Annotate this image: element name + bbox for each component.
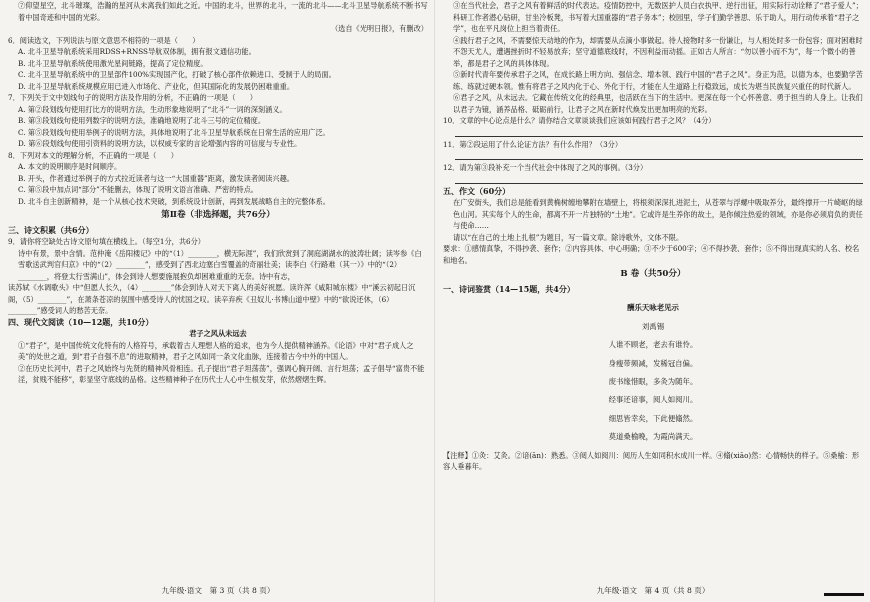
essay-para-4: ④践行君子之风，不需要惊天动地的作为，却需要从点滴小事做起。待人接物时多一份谦让，与人相处时多一份包容；面对困难时不怨天尤人，遭遇挫折时不轻易放弃；坚守道德底线时，不因利益而动摇。正如古人所言：“勿以善小而不为”，每一个微小的善举，都是君子之风的具体体现。 — [453, 35, 863, 68]
corner-mark — [824, 593, 864, 596]
essay-para-6: ⑥君子之风，从未远去。它藏在传统文化的经典里，也活跃在当下的生活中。更深在每一个心怀善意、勇于担当的人身上。让我们以君子为镜，涵养品格、砥砺前行，让君子之风在新时代焕发出更加明亮的光彩。 — [453, 93, 863, 114]
question-12: 12．请为第③段补充一个当代社会中体现了之风的事例。（3分） — [443, 163, 648, 172]
poem-line: 经事还谙事，阅人如阅川。 — [608, 395, 698, 405]
section-3-heading: 三、诗文积累（共6分） — [8, 224, 94, 235]
source-line: （选自《光明日报》，有删改） — [330, 24, 428, 33]
left-page — [8, 0, 428, 602]
answer-line[interactable] — [455, 127, 863, 137]
q8-option-a: A. 本文的说明顺序是时间顺序。 — [18, 162, 122, 171]
question-8: 8．下列对本文的理解分析，不正确的一项是（ ） — [8, 150, 178, 160]
composition-title: 请以“在自己的土地上扎根”为题目，写一篇文章。除诗歌外，文体不限。 — [453, 232, 684, 242]
poem-line: 身瘦带频减，发稀冠自偏。 — [608, 358, 698, 368]
essay-title: 君子之风从未远去 — [189, 329, 247, 338]
q6-option-c: C. 北斗卫星导航系统中的卫星部件100%实现国产化，打破了核心部件依赖进口、受制于人的局面。 — [18, 70, 336, 79]
intro-paragraph: ⑦仰望星空，北斗璀璨，浩瀚的星河从未离我们如此之近。中国的北斗，世界的北斗，一流的北斗——北斗卫星导航系统不断书写着中国奇迹和中国的光彩。 — [18, 1, 428, 22]
question-10: 10．文章的中心论点是什么？请你结合文章谈谈我们应该如何践行君子之风？（4分） — [443, 116, 716, 125]
q8-option-d: D. 北斗自主创新精神，是一个从核心技术突破，到系统设计创新，再到发展战略自主的完整体系。 — [18, 196, 330, 206]
q7-option-c: C. 第⑤段划线句使用举例子的说明方法，具体地说明了北斗卫星导航系统在日常生活的应用广泛。 — [18, 127, 330, 137]
answer-line[interactable] — [455, 150, 863, 160]
section-5-heading: 五、作文（60分） — [443, 185, 511, 196]
poem-author: 刘禹锡 — [641, 321, 665, 331]
essay-para-1: ①“君子”，是中国传统文化特有的人格符号，承载着古人理想人格的追求，也为今人提供精神涵养。《论语》中对“君子成人之美”的处世之道，到“君子自强不息”的进取精神，君子之风如同一条文化血脉，连接着古今中外的中国人。 — [18, 340, 414, 361]
essay-para-3: ③在当代社会，君子之风有着鲜活的时代表达。疫情防控中，无数医护人员白衣执甲、逆行出征，用实际行动诠释了“君子爱人”；科研工作者潜心钻研，甘坐冷板凳，书写着大国重器的“君子务本”；校园里，学子们勤学善思、乐于助人，用行动传承着“君子之学”，也在平凡岗位上担当着责任。 — [453, 1, 863, 33]
question-11: 11．第②段运用了什么论证方法？有什么作用？（3分） — [443, 139, 623, 149]
poetry-section-heading: 一、诗词鉴赏（14—15题，共4分） — [443, 283, 575, 294]
composition-prompt: 在广安街头，我们总是能看到黄桷树缠地攀附在墙壁上，将根须深深扎进泥土，从苍翠与浮螺中吸取养分，最终撑开一片崎岖的绿色山河。其实每个人的生命，都离不开一片独特的“土地”。它或许是生养你的故土，是你倾注热爱的领域，亦是你必须肩负的责任与使命…… — [453, 198, 863, 230]
q7-option-a: A. 第②段划线句使用打比方的说明方法，生动形象地说明了“北斗”一词的深刻涵义。 — [18, 104, 287, 114]
essay-para-5: ⑤新时代青年要传承君子之风，在成长路上明方向、强信念、增本领、践行中国的“君子之风”。身正为范，以德为本，也要勤学苦练、练就过硬本领。惟有将君子之风内化于心、外化于行，才能在人生道路上行稳致远，成长为堪当民族复兴重任的时代新人。 — [453, 70, 863, 91]
q9-text-2: 读苏轼《水调歌头》中“但愿人长久，（4）________”体会到诗人对天下离人的美好祝愿。读许浑《咸阳城东楼》中“溪云初起日沉阁，（5）________”，在萧条苍凉的氛围中感受诗人的忧国之叹。读辛弃疾《丑奴儿·书博山道中壁》中的“欲说还休，（6）________”感受词人的愁苦无奈。 — [8, 283, 416, 315]
question-7: 7．下列关于文中划线句子的说明方法及作用的分析，不正确的一项是（ ） — [8, 93, 257, 102]
poem-line: 废书缘惜眼，多灸为随年。 — [608, 376, 698, 386]
poem-line: 人谁不顾老，老去有谁怜。 — [608, 340, 698, 350]
poem-title: 酬乐天咏老见示 — [627, 303, 679, 313]
section-4-heading: 四、现代文阅读（10—12题，共10分） — [8, 316, 154, 327]
q7-option-b: B. 第③段划线句使用列数字的说明方法，准确地说明了北斗三号的定位精度。 — [18, 116, 266, 125]
question-9: 9．请你将空缺处古诗文原句填在横线上。（每空1分，共6分） — [8, 237, 205, 246]
q6-option-a: A. 北斗卫星导航系统采用RDSS+RNSS导航双体制，拥有报文通信功能。 — [18, 47, 256, 56]
volume-b-heading: B 卷（共50分） — [620, 269, 686, 279]
left-footer: 九年级·语文 第 3 页（共 8 页） — [161, 585, 275, 595]
right-page — [443, 0, 863, 602]
q8-option-c: C. 第⑤段中加点词“部分”不能删去，体现了说明文语言准确、严密的特点。 — [18, 185, 258, 194]
question-6: 6．阅读选文，下列说法与原文意思不相符的一项是（ ） — [8, 35, 200, 45]
essay-para-2: ②在历史长河中，君子之风始终与先贤的精神风骨相连。孔子提出“君子坦荡荡”，强调心胸开阔、言行坦荡；孟子倡导“富贵不能淫，贫贱不能移”，彰显坚守底线的品格。这些精神种子在历代士人心中生根发芽，依然熠熠生辉。 — [18, 363, 425, 384]
q6-option-b: B. 北斗卫星导航系统使用激光星间链路，提高了定位精度。 — [18, 58, 208, 68]
poem-line: 细思皆幸矣，下此便翛然。 — [608, 413, 698, 423]
poem-notes: 【注释】①灸：艾灸。②谙(ān)：熟悉。③阅人如阅川：阅历人生如同积水成川一样。④翛(xiāo)然：心情畅快的样子。⑤桑榆：形容人垂暮年。 — [443, 450, 860, 472]
part-2-heading: 第Ⅱ卷（非选择题，共76分） — [161, 210, 275, 220]
q8-option-b: B. 开头，作者通过举例子的方式拉近读者与这一“大国重器”距离，激发读者阅读兴趣。 — [18, 173, 294, 183]
q7-option-d: D. 第⑥段划线句使用引资料的说明方法，以权威专家的言论增强内容的可信度与专业性。 — [18, 139, 302, 148]
composition-requirements: 要求：①感情真挚，不得抄袭、套作；②内容具体、中心明确；③不少于600字；④不得抄袭、套作；⑤不得出现真实的人名、校名和地名。 — [443, 244, 860, 265]
q6-option-d: D. 北斗卫星导航系统规模应用已进入市场化、产业化，但其国际化的发展仍困难重重。 — [18, 81, 295, 91]
q9-text-1: 诗中有景，景中含情。范仲淹《岳阳楼记》中的“（1）________，横无际涯”，我们欣赏到了洞庭湖湖水的波涛壮阔；读岑参《白雪歌送武判官归京》中的“（2）________”，感受到了西北边塞白雪覆盖的奇丽壮美；读李白《行路难（其一）》中的“（2）________，将登太行雪满山”，体会到诗人想要施展抱负却困难重重的无奈。诗中有志， — [18, 248, 422, 281]
poem-line: 莫道桑榆晚，为霞尚满天。 — [608, 432, 698, 442]
page-fold — [434, 0, 435, 602]
answer-line[interactable] — [455, 174, 863, 184]
right-footer: 九年级·语文 第 4 页（共 8 页） — [596, 585, 710, 595]
